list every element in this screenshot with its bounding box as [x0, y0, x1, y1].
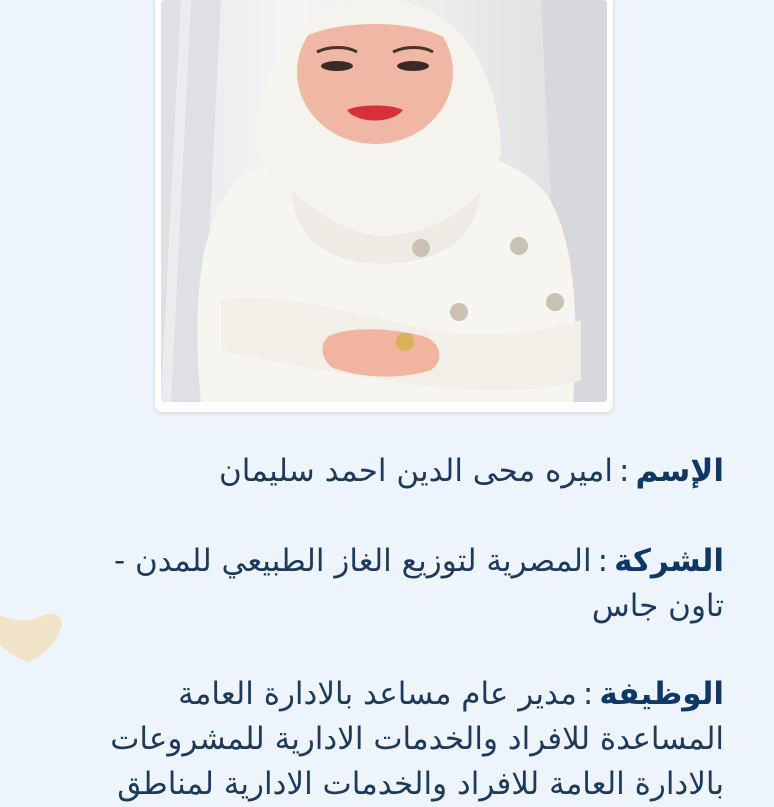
profile-photo-frame [155, 0, 613, 412]
job-label: الوظيفة [599, 676, 724, 712]
company-value-line1: المصرية لتوزيع الغاز الطبيعي للمدن - [113, 543, 592, 579]
job-value-line2: المساعدة للافراد والخدمات الادارية للمشروعات [110, 721, 724, 757]
company-label: الشركة [614, 543, 724, 579]
name-row [10, 449, 724, 494]
name-separator: : [619, 453, 630, 489]
name-value: اميره محى الدين احمد سليمان [218, 453, 614, 489]
profile-photo[interactable] [161, 0, 607, 402]
company-value-line2: تاون جاس [591, 588, 724, 624]
job-value-line1: مدير عام مساعد بالادارة العامة [178, 676, 577, 712]
name-label: الإسم [635, 453, 724, 489]
job-row [10, 672, 724, 807]
job-separator: : [582, 676, 594, 712]
job-value-line3: بالادارة العامة للافراد والخدمات الادارية لمناطق [117, 766, 724, 802]
company-separator: : [597, 543, 609, 579]
company-row [10, 539, 724, 629]
